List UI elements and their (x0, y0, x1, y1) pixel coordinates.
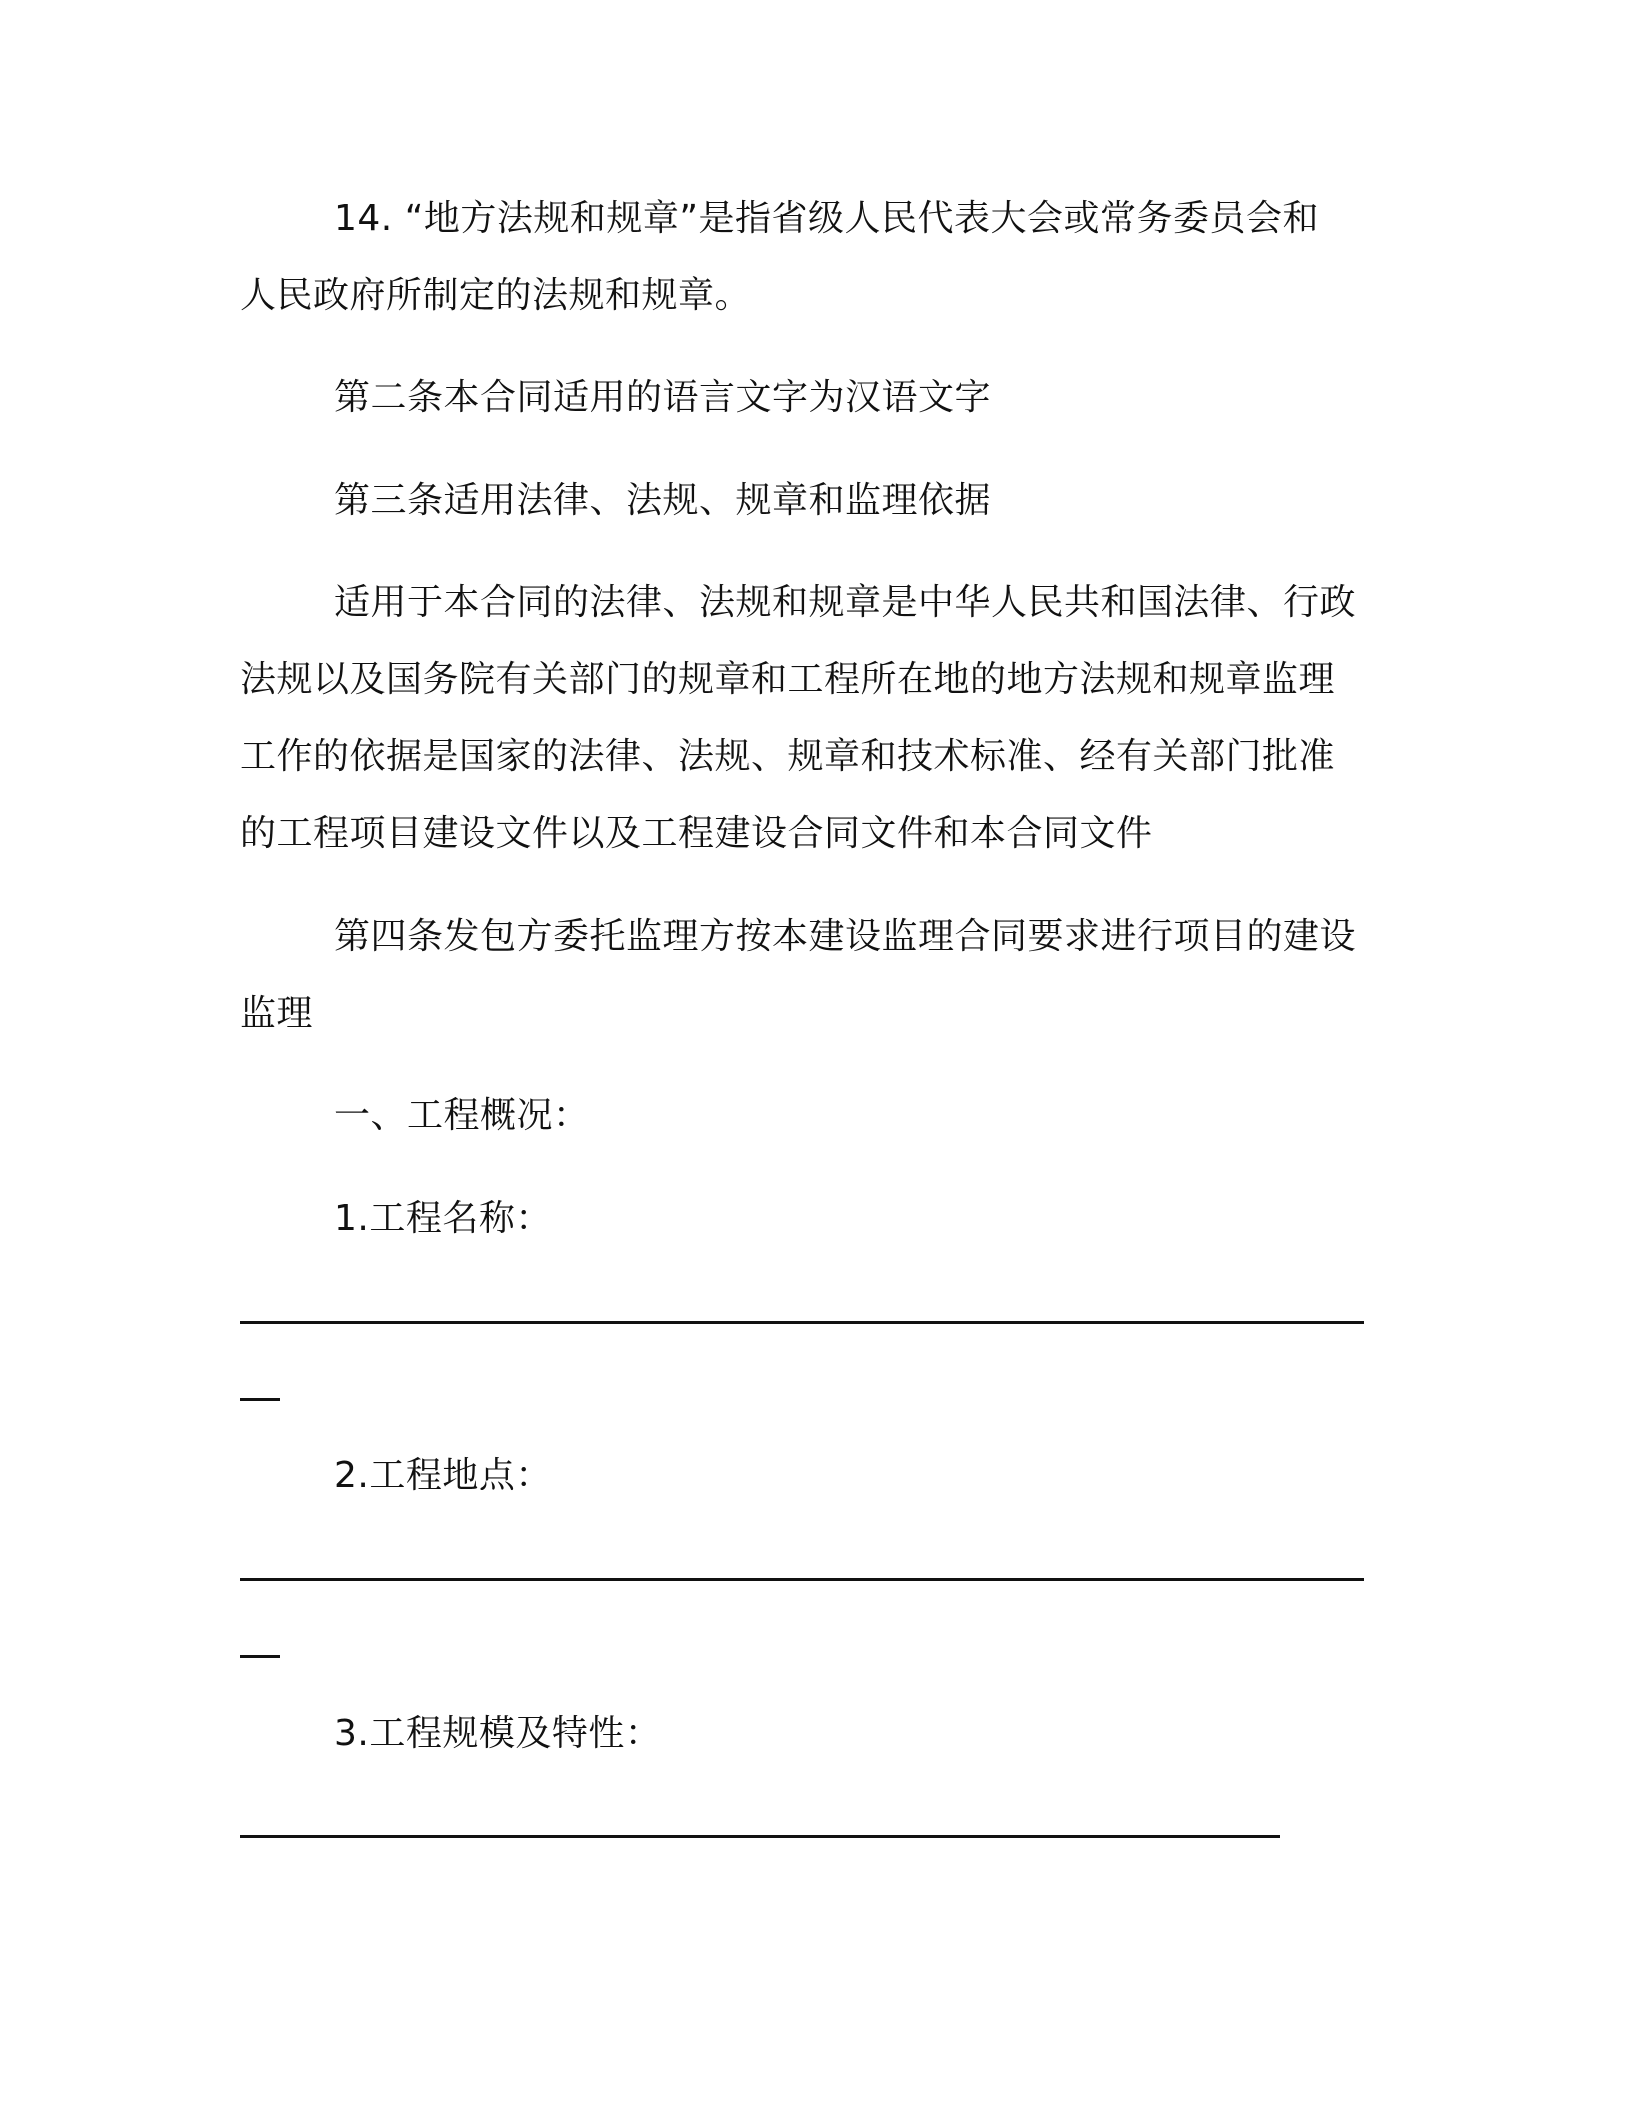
article-3-title: 第三条适用法律、法规、规章和监理依据 (334, 480, 992, 521)
item-3-fill-line (240, 1835, 1280, 1838)
item-1-fill-line-continued (240, 1398, 280, 1401)
section-1-title: 一、工程概况： (334, 1095, 590, 1136)
article-3-body-line-2: 法规以及国务院有关部门的规章和工程所在地的地方法规和规章监理 (240, 659, 1336, 700)
item-1-label: 1.工程名称： (334, 1198, 552, 1239)
item-2-fill-line (240, 1578, 1364, 1581)
item-1-fill-line (240, 1321, 1364, 1324)
definition-14-line-1: 14. “地方法规和规章”是指省级人民代表大会或常务委员会和 (334, 198, 1319, 239)
article-3-body-line-1: 适用于本合同的法律、法规和规章是中华人民共和国法律、行政 (334, 582, 1357, 623)
item-2-fill-line-continued (240, 1655, 280, 1658)
article-3-body-line-3: 工作的依据是国家的法律、法规、规章和技术标准、经有关部门批准 (240, 736, 1336, 777)
article-2: 第二条本合同适用的语言文字为汉语文字 (334, 377, 992, 418)
item-3-label: 3.工程规模及特性： (334, 1713, 662, 1754)
article-3-body-line-4: 的工程项目建设文件以及工程建设合同文件和本合同文件 (240, 813, 1153, 854)
article-4-line-1: 第四条发包方委托监理方按本建设监理合同要求进行项目的建设 (334, 916, 1357, 957)
item-2-label: 2.工程地点： (334, 1455, 552, 1496)
article-4-line-2: 监理 (240, 993, 314, 1034)
definition-14-line-2: 人民政府所制定的法规和规章。 (240, 275, 752, 316)
